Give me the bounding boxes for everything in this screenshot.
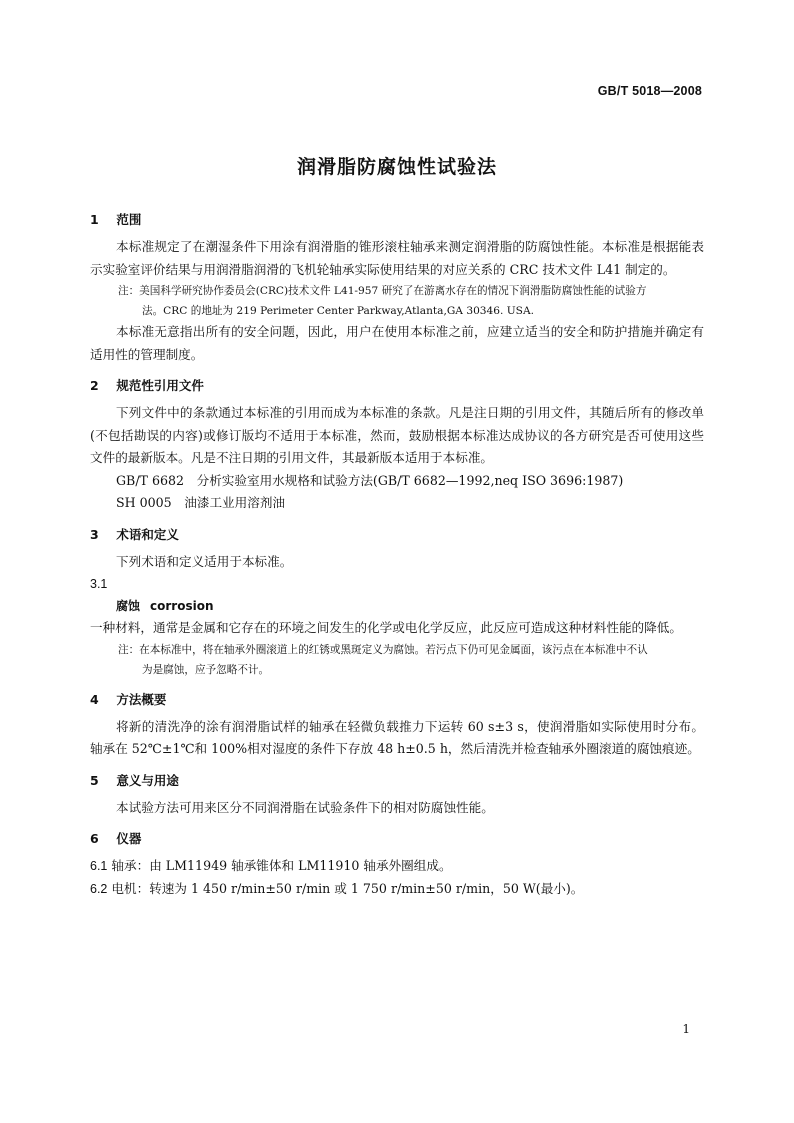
section-title: 方法概要 xyxy=(116,691,167,707)
document-title: 润滑脂防腐蚀性试验法 xyxy=(296,156,497,178)
clause-text: 电机：转速为 1 450 r/min±50 r/min 或 1 750 r/min±50 r/min，50 W(最小)。 xyxy=(111,880,584,896)
paragraph: 将新的清洗净的涂有润滑脂试样的轴承在轻微负载推力下运转 60 s±3 s，使润滑脂如实际使用时分布。轴承在 52℃±1℃和 100%相对湿度的条件下存放 48 h±0.5 h，然后清洗并检查轴承外圈滚道的腐蚀痕迹。 xyxy=(90,718,704,756)
paragraph: 下列术语和定义适用于本标准。 xyxy=(116,553,293,569)
section-number: 4 xyxy=(90,691,99,707)
section-1-heading xyxy=(90,210,704,230)
note: 注：在本标准中，将在轴承外圈滚道上的红锈或黑斑定义为腐蚀。若污点下仍可见金属面，该污点在本标准中不认 xyxy=(118,643,648,656)
paragraph: 下列文件中的条款通过本标准的引用而成为本标准的条款。凡是注日期的引用文件，其随后所有的修改单(不包括勘误的内容)或修订版均不适用于本标准，然而，鼓励根据本标准达成协议的各方研究是否可使用这些文件的最新版本。凡是不注日期的引用文件，其最新版本适用于本标准。 xyxy=(90,405,704,465)
clause-number: 6.2 xyxy=(90,881,108,896)
section-title: 仪器 xyxy=(116,831,142,846)
section-6-heading xyxy=(90,829,704,849)
term-entry xyxy=(90,595,704,617)
section-number: 3 xyxy=(90,526,99,542)
clause-text: 轴承：由 LM11949 轴承锥体和 LM11910 轴承外圈组成。 xyxy=(111,858,452,873)
note-continuation: 法。CRC 的地址为 219 Perimeter Center Parkway,Atlanta,GA 30346. USA. xyxy=(142,305,534,317)
section-title: 规范性引用文件 xyxy=(116,378,204,393)
section-number: 1 xyxy=(90,212,99,227)
section-number: 5 xyxy=(90,772,99,788)
standard-code: GB/T 5018—2008 xyxy=(597,84,702,98)
clause-number: 6.1 xyxy=(90,859,108,873)
section-number: 2 xyxy=(90,378,99,393)
note: 注：美国科学研究协作委员会(CRC)技术文件 L41-957 研究了在游离水存在的情况下润滑脂防腐蚀性能的试验方 xyxy=(118,285,647,297)
page-number: 1 xyxy=(682,1022,690,1036)
clause-item xyxy=(90,878,704,901)
section-number: 6 xyxy=(90,831,99,846)
term-english: corrosion xyxy=(150,599,214,613)
section-title: 术语和定义 xyxy=(116,526,179,542)
paragraph: 本试验方法可用来区分不同润滑脂在试验条件下的相对防腐蚀性能。 xyxy=(116,799,494,815)
reference-item: GB/T 6682 分析实验室用水规格和试验方法(GB/T 6682—1992,neq ISO 3696:1987) xyxy=(116,472,624,488)
document-body xyxy=(90,210,704,900)
section-title: 范围 xyxy=(116,212,142,227)
section-title: 意义与用途 xyxy=(116,772,179,788)
paragraph: 本标准规定了在潮湿条件下用涂有润滑脂的锥形滚柱轴承来测定润滑脂的防腐蚀性能。本标准是根据能表示实验室评价结果与用润滑脂润滑的飞机轮轴承实际使用结果的对应关系的 CRC 技术文件 L41 制定的。 xyxy=(90,239,704,277)
clause-item xyxy=(90,855,704,878)
paragraph: 本标准无意指出所有的安全问题，因此，用户在使用本标准之前，应建立适当的安全和防护措施并确定有适用性的管理制度。 xyxy=(90,324,704,362)
section-5-heading xyxy=(90,771,704,791)
note-continuation: 为是腐蚀，应予忽略不计。 xyxy=(142,663,270,676)
term-definition: 一种材料，通常是金属和它存在的环境之间发生的化学或电化学反应，此反应可造成这种材料性能的降低。 xyxy=(90,620,682,635)
section-3-heading xyxy=(90,525,704,545)
reference-item: SH 0005 油漆工业用溶剂油 xyxy=(116,495,286,510)
term-chinese: 腐蚀 xyxy=(116,599,141,613)
section-2-heading xyxy=(90,376,704,396)
subsection-number: 3.1 xyxy=(90,577,108,591)
section-4-heading xyxy=(90,690,704,710)
